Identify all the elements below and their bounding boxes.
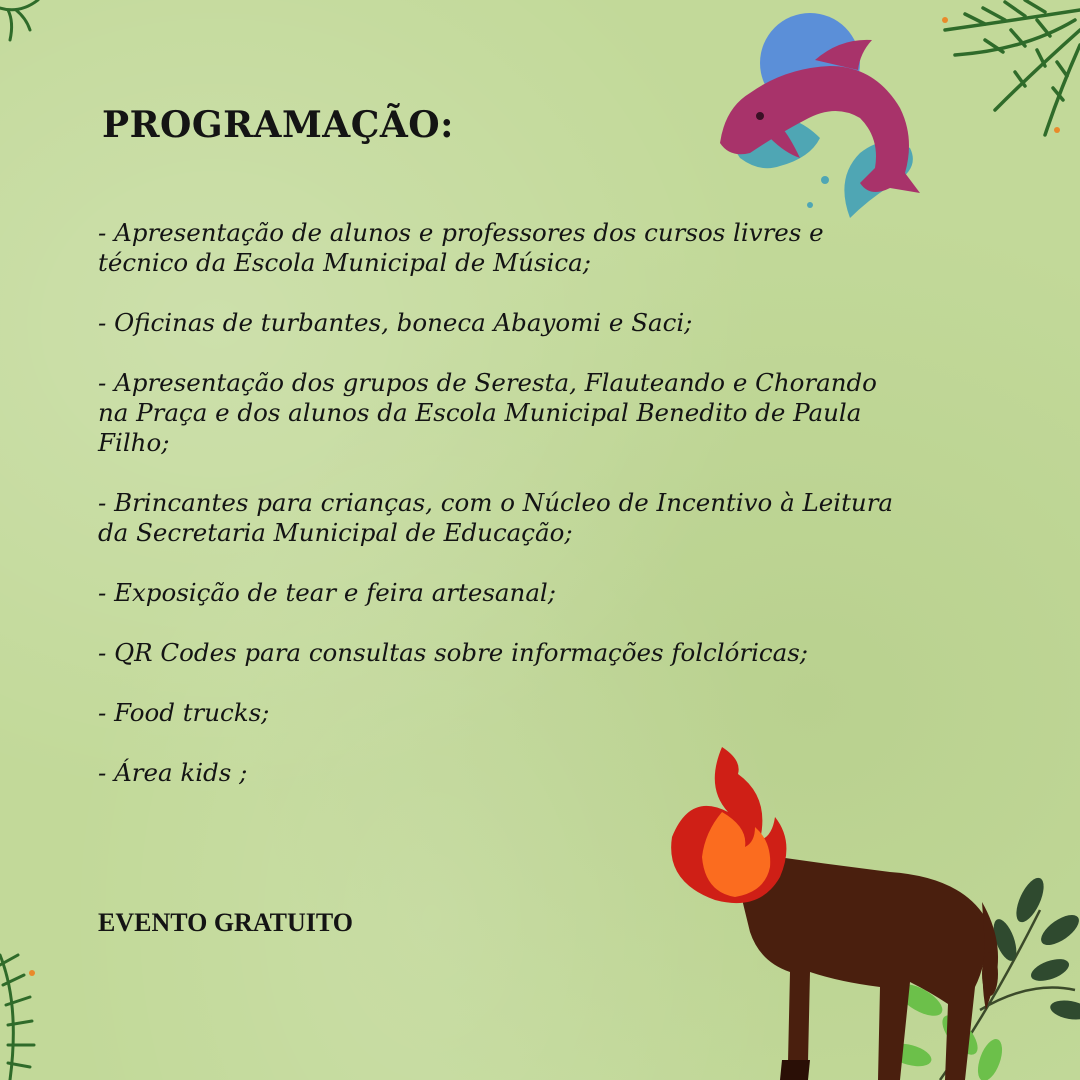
fire-headed-animal-icon [660, 742, 1010, 1080]
program-list [98, 218, 898, 818]
list-item: - Apresentação dos grupos de Seresta, Flauteando e Chorando na Praça e dos alunos da Escola Municipal Benedito de Paula Filho; [98, 368, 877, 457]
event-free-label: EVENTO GRATUITO [98, 908, 354, 937]
dolphin-icon [710, 8, 940, 223]
palm-leaf-icon [0, 945, 60, 1080]
page-title: PROGRAMAÇÃO: [102, 104, 454, 146]
list-item: - Brincantes para crianças, com o Núcleo de Incentivo à Leitura da Secretaria Municipal de Educação; [98, 488, 894, 547]
list-item: - Exposição de tear e feira artesanal; [98, 578, 557, 607]
list-item: - Food trucks; [98, 698, 270, 727]
list-item: - Área kids ; [98, 758, 248, 787]
palm-leaf-icon [0, 0, 60, 50]
list-item: - QR Codes para consultas sobre informações folclóricas; [98, 638, 809, 667]
palm-leaf-icon [925, 0, 1080, 140]
list-item: - Apresentação de alunos e professores dos cursos livres e técnico da Escola Municipal de Música; [98, 218, 824, 277]
list-item: - Oficinas de turbantes, boneca Abayomi e Saci; [98, 308, 693, 337]
